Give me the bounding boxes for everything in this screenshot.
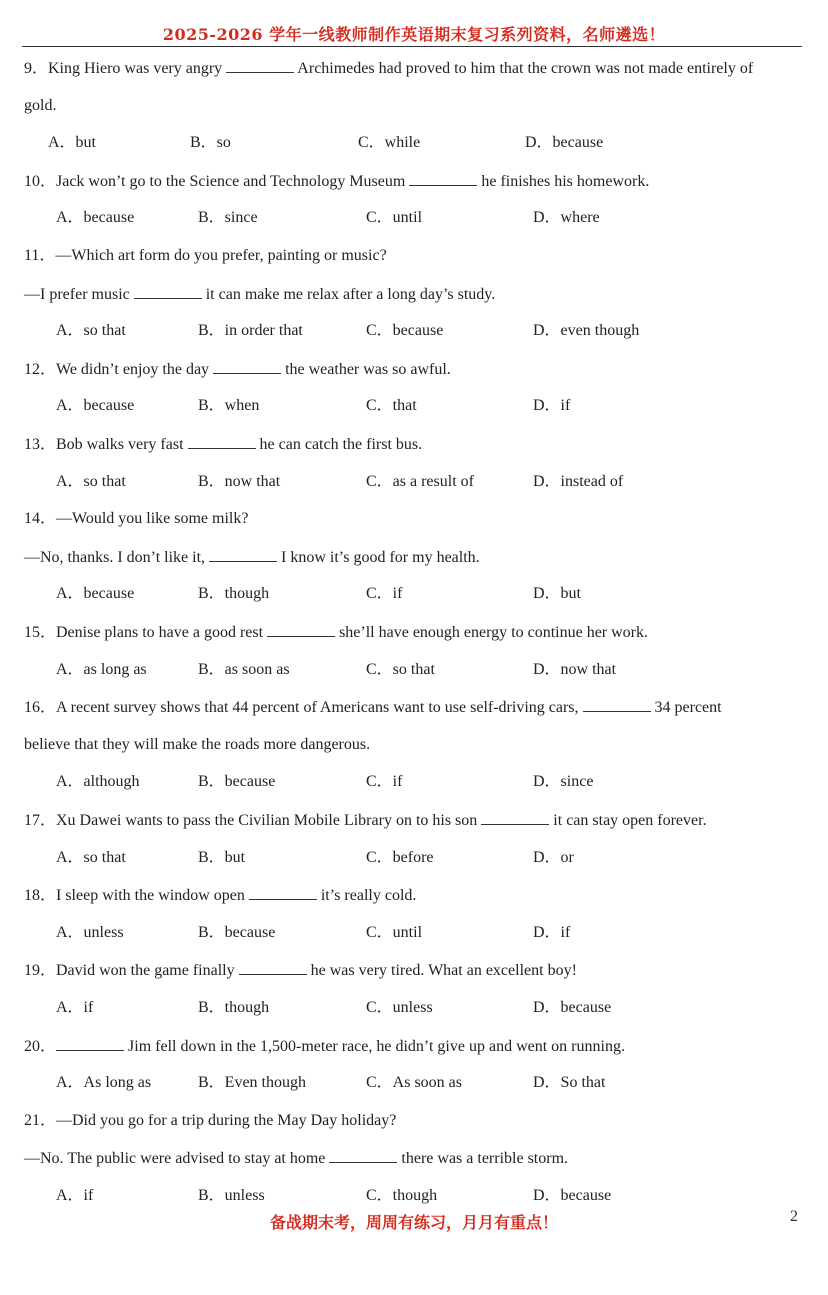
question-text-segment: 15．Denise plans to have a good rest (24, 624, 268, 641)
question-text-line (24, 359, 451, 380)
answer-option: C．before (366, 848, 434, 866)
question-text-segment: it’s really cold. (316, 887, 417, 905)
question-text-segment: 21．—Did you go for a trip during the May Day holiday? (24, 1111, 397, 1129)
question-text-line (24, 960, 577, 981)
answer-option: A．because (56, 585, 135, 603)
question-text-line (24, 509, 248, 529)
answer-option: A．although (56, 773, 140, 791)
answer-options (0, 472, 828, 492)
header-divider (22, 46, 802, 47)
answer-option: D．because (533, 1187, 612, 1204)
answer-option: A．As long as (56, 1074, 152, 1092)
answer-blank (134, 284, 202, 299)
answer-options (0, 1186, 828, 1206)
question-text-line (24, 547, 480, 568)
answer-option: D．if (533, 397, 571, 415)
answer-option: C．that (366, 397, 417, 415)
answer-option: B．now that (198, 472, 281, 490)
question-text-segment: —No. The public were advised to stay at home (24, 1150, 330, 1168)
page-header-title: 2025-2026 学年一线教师制作英语期末复习系列资料，名师遴选！ (162, 25, 666, 44)
answer-option: D．instead of (533, 472, 624, 490)
question-text-segment: Archimedes had proved to him that the crown was not made entirely of (294, 60, 754, 77)
answer-options (0, 584, 828, 604)
answer-blank (409, 171, 477, 186)
question-text-segment: 16．A recent survey shows that 44 percent of Americans want to use self-driving cars, (24, 699, 583, 717)
answer-option: B．Even though (198, 1074, 306, 1092)
answer-blank (249, 885, 317, 900)
question-text-segment: 20． (24, 1037, 57, 1055)
question-text-segment: 12．We didn’t enjoy the day (24, 360, 214, 378)
answer-option: B．though (198, 585, 270, 603)
answer-option: B．but (198, 848, 246, 866)
answer-blank (267, 622, 335, 637)
answer-option: C．if (366, 585, 403, 603)
question-text-segment: 9．King Hiero was very angry (24, 60, 227, 77)
answer-option: C．though (366, 1187, 438, 1204)
answer-option: D．because (525, 134, 604, 152)
question-text-segment: believe that they will make the roads more dangerous. (24, 735, 371, 753)
answer-option: A．but (48, 134, 97, 152)
question-text-segment: I know it’s good for my health. (277, 548, 480, 566)
question-text-segment: 17．Xu Dawei wants to pass the Civilian Mobile Library on to his son (24, 812, 482, 829)
answer-option: A．if (56, 1187, 94, 1204)
question-text-segment: Jim fell down in the 1,500-meter race, he didn’t give up and went on running. (124, 1037, 625, 1055)
answer-blank (583, 697, 651, 712)
answer-option: D．now that (533, 660, 617, 678)
answer-option: D．So that (533, 1074, 606, 1092)
answer-options (0, 772, 828, 792)
answer-option: D．where (533, 209, 600, 227)
question-text-segment: 10．Jack won’t go to the Science and Technology Museum (24, 172, 410, 190)
answer-options (0, 1073, 828, 1093)
answer-option: D．even though (533, 322, 640, 340)
answer-option: D．or (533, 848, 574, 866)
answer-options (0, 133, 828, 153)
question-text-line (24, 171, 649, 192)
question-text-segment: 34 percent (650, 699, 722, 717)
page-footer-slogan: 备战期末考，周周有练习，月月有重点！ (269, 1213, 558, 1232)
question-text-segment: 13．Bob walks very fast (24, 436, 188, 453)
answer-option: C．if (366, 773, 403, 791)
question-text-line (24, 58, 753, 79)
question-text-segment: he can catch the first bus. (255, 436, 423, 453)
answer-option: D．if (533, 923, 571, 941)
answer-option: A．if (56, 999, 94, 1016)
answer-option: A．because (56, 397, 135, 415)
question-text-segment: 19．David won the game finally (24, 962, 239, 980)
question-text-line (24, 810, 707, 831)
question-text-segment: —I prefer music (24, 285, 134, 303)
answer-option: D．but (533, 585, 582, 603)
question-text-segment: —No, thanks. I don’t like it, (24, 548, 210, 566)
answer-option: A．so that (56, 848, 126, 866)
answer-options (0, 208, 828, 228)
answer-option: A．so that (56, 322, 126, 340)
answer-option: B．unless (198, 1187, 265, 1204)
answer-blank (239, 960, 307, 975)
answer-option: A．unless (56, 923, 124, 941)
question-text-line (24, 697, 722, 718)
answer-option: C．As soon as (366, 1074, 463, 1092)
answer-option: B．when (198, 397, 260, 415)
answer-blank (209, 547, 277, 562)
question-text-line (24, 735, 370, 755)
answer-option: C．because (366, 322, 444, 340)
answer-option: D．because (533, 999, 612, 1016)
question-text-segment: 18．I sleep with the window open (24, 887, 249, 905)
answer-option: A．as long as (56, 660, 147, 678)
answer-blank (329, 1148, 397, 1163)
answer-options (0, 923, 828, 943)
question-text-line (24, 622, 648, 643)
question-text-segment: 11．—Which art form do you prefer, painting or music? (24, 247, 387, 264)
answer-option: B．because (198, 773, 276, 791)
answer-blank (56, 1036, 124, 1051)
answer-option: C．as a result of (366, 472, 474, 490)
question-text-segment: he finishes his homework. (477, 172, 650, 190)
question-text-line (24, 1148, 568, 1169)
question-text-line (24, 1036, 625, 1057)
question-text-segment: gold. (24, 96, 57, 114)
answer-option: B．as soon as (198, 660, 290, 678)
question-text-line (24, 246, 387, 266)
answer-blank (226, 58, 294, 73)
question-text-line (24, 885, 416, 906)
answer-options (0, 660, 828, 680)
answer-options (0, 848, 828, 868)
answer-blank (213, 359, 281, 374)
question-text-segment: she’ll have enough energy to continue her work. (335, 624, 649, 641)
answer-option: C．so that (366, 660, 435, 678)
answer-option: D．since (533, 773, 594, 791)
answer-option: B．in order that (198, 322, 303, 340)
answer-options (0, 321, 828, 341)
answer-option: C．until (366, 923, 423, 941)
question-text-segment: it can stay open forever. (549, 812, 707, 829)
question-text-segment: the weather was so awful. (281, 360, 451, 378)
answer-option: B．so (190, 134, 231, 152)
answer-option: C．until (366, 209, 423, 227)
answer-option: C．while (358, 134, 421, 152)
question-text-line (24, 96, 56, 116)
answer-options (0, 396, 828, 416)
answer-option: A．so that (56, 472, 126, 490)
question-text-segment: 14．—Would you like some milk? (24, 510, 249, 528)
question-text-line (24, 284, 495, 305)
question-text-line (24, 434, 422, 455)
answer-options (0, 998, 828, 1018)
answer-option: B．since (198, 209, 258, 227)
question-text-segment: there was a terrible storm. (397, 1150, 569, 1168)
answer-option: B．because (198, 923, 276, 941)
answer-option: A．because (56, 209, 135, 227)
answer-blank (188, 434, 256, 449)
question-text-segment: it can make me relax after a long day’s study. (201, 285, 496, 303)
answer-option: B．though (198, 999, 270, 1016)
question-text-segment: he was very tired. What an excellent boy! (306, 962, 577, 980)
answer-option: C．unless (366, 999, 433, 1016)
question-text-line (24, 1111, 396, 1131)
answer-blank (481, 810, 549, 825)
page-number: 2 (790, 1208, 798, 1225)
